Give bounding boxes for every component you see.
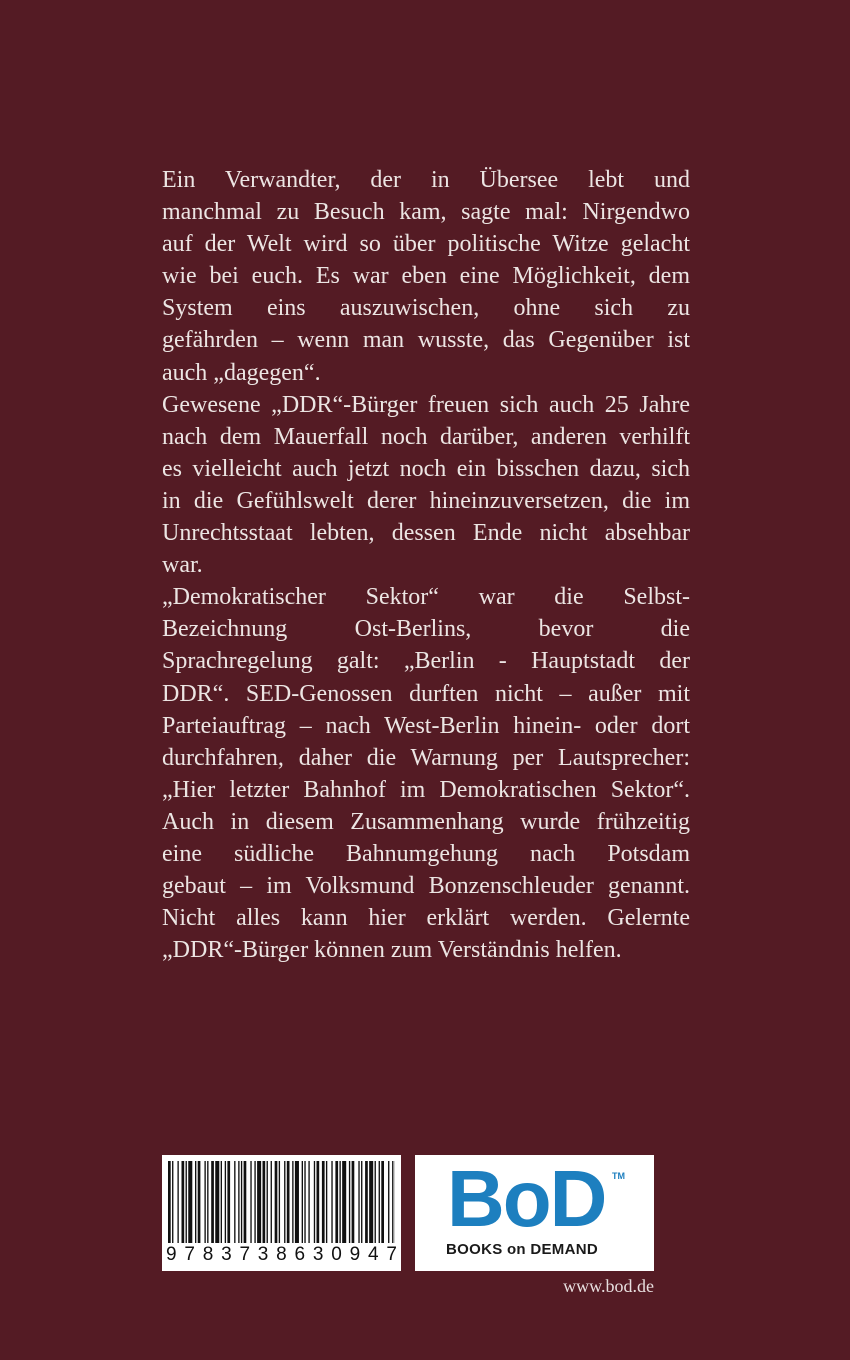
- barcode-digit: 4: [367, 1244, 379, 1265]
- barcode-bar: [186, 1161, 187, 1243]
- blurb-line: „Hier letzter Bahnhof im Demokratischen Sektor“.: [162, 776, 690, 803]
- barcode-bar: [375, 1161, 376, 1243]
- barcode-bar: [331, 1161, 332, 1243]
- blurb-line: wie bei euch. Es war eben eine Möglichkeit, dem: [162, 263, 690, 290]
- barcode-bar: [195, 1161, 196, 1243]
- barcode-bar: [358, 1161, 359, 1243]
- barcode-bar: [335, 1161, 338, 1243]
- barcode-bar: [369, 1161, 373, 1243]
- barcode-digits: [166, 1244, 397, 1266]
- barcode-bar: [172, 1161, 173, 1243]
- barcode-digit: 9: [166, 1244, 177, 1265]
- barcode-bar: [257, 1161, 261, 1243]
- barcode-digit: 3: [312, 1244, 324, 1265]
- barcode-bar: [314, 1161, 315, 1243]
- barcode-bar: [244, 1161, 247, 1243]
- blurb-line: Parteiauftrag – nach West-Berlin hinein- oder dort: [162, 712, 690, 739]
- barcode-digit: 8: [276, 1244, 287, 1265]
- barcode-bar: [204, 1161, 205, 1243]
- barcode-digit: 3: [221, 1244, 232, 1265]
- barcode-bar: [326, 1161, 327, 1243]
- blurb-line: Nicht alles kann hier erklärt werden. Gelernte: [162, 905, 690, 932]
- barcode-bar: [339, 1161, 340, 1243]
- barcode-digit: 7: [184, 1244, 195, 1265]
- barcode-digit: 9: [349, 1244, 361, 1265]
- barcode-bar: [234, 1161, 235, 1243]
- barcode-bar: [292, 1161, 293, 1243]
- blurb-line: eine südliche Bahnumgehung nach Potsdam: [162, 840, 690, 867]
- blurb-line: gebaut – im Volksmund Bonzenschleuder genannt.: [162, 873, 690, 900]
- barcode-bar: [188, 1161, 192, 1243]
- barcode-bar: [182, 1161, 185, 1243]
- bod-tagline: BOOKS on DEMAND: [446, 1241, 598, 1258]
- isbn-barcode: [162, 1155, 401, 1271]
- barcode-bar: [388, 1161, 389, 1243]
- barcode-bar: [207, 1161, 208, 1243]
- barcode-bar: [198, 1161, 201, 1243]
- blurb-line: Ein Verwandter, der in Übersee lebt und: [162, 167, 690, 193]
- blurb-line: Unrechtsstaat lebten, dessen Ende nicht absehbar: [162, 520, 690, 547]
- barcode-bar: [238, 1161, 239, 1243]
- blurb-line: nach dem Mauerfall noch darüber, anderen verhilft: [162, 423, 690, 450]
- barcode-bar: [211, 1161, 214, 1243]
- publisher-logo-box: [415, 1155, 654, 1271]
- barcode-bar: [392, 1161, 393, 1243]
- barcode-bar: [225, 1161, 226, 1243]
- blurb-line: manchmal zu Besuch kam, sagte mal: Nirgendwo: [162, 199, 690, 226]
- blurb-line: Auch in diesem Zusammenhang wurde frühzeitig: [162, 808, 690, 835]
- blurb-line: war.: [162, 552, 203, 579]
- barcode-bar: [284, 1161, 285, 1243]
- barcode-bar: [221, 1161, 222, 1243]
- barcode-bar: [365, 1161, 368, 1243]
- barcode-digit: 3: [257, 1244, 269, 1265]
- barcode-bar: [177, 1161, 178, 1243]
- barcode-digit: 7: [386, 1244, 397, 1265]
- barcode-digit: 8: [202, 1244, 214, 1265]
- blurb-line: „Demokratischer Sektor“ war die Selbst-: [162, 584, 690, 611]
- barcode-bars: [168, 1161, 395, 1245]
- barcode-bar: [379, 1161, 380, 1243]
- barcode-bar: [317, 1161, 320, 1243]
- blurb-line: DDR“. SED-Genossen durften nicht – außer mit: [162, 680, 690, 707]
- barcode-bar: [263, 1161, 266, 1243]
- barcode-bar: [342, 1161, 346, 1243]
- publisher-url[interactable]: www.bod.de: [563, 1276, 654, 1296]
- barcode-bar: [295, 1161, 299, 1243]
- barcode-bar: [241, 1161, 242, 1243]
- barcode-bar: [322, 1161, 325, 1243]
- barcode-bar: [349, 1161, 350, 1243]
- barcode-bar: [279, 1161, 280, 1243]
- barcode-bar: [271, 1161, 272, 1243]
- barcode-bar: [308, 1161, 309, 1243]
- blurb-line: System eins auszuwischen, ohne sich zu: [162, 295, 690, 322]
- blurb-line: gefährden – wenn man wusste, das Gegenüber ist: [162, 327, 690, 354]
- barcode-bar: [381, 1161, 384, 1243]
- blurb-line: in die Gefühlswelt derer hineinzuversetzen, die im: [162, 487, 690, 514]
- blurb-line: auf der Welt wird so über politische Witze gelacht: [162, 231, 690, 258]
- blurb-line: Gewesene „DDR“-Bürger freuen sich auch 25 Jahre: [162, 391, 690, 418]
- blurb-line: es vielleicht auch jetzt noch ein bisschen dazu, sich: [162, 455, 690, 482]
- trademark-mark: TM: [612, 1171, 625, 1181]
- barcode-bar: [304, 1161, 305, 1243]
- blurb-line: auch „dagegen“.: [162, 359, 321, 386]
- blurb-line: Bezeichnung Ost-Berlins, bevor die: [162, 616, 690, 643]
- barcode-bar: [287, 1161, 290, 1243]
- blurb-line: durchfahren, daher die Warnung per Lautsprecher:: [162, 744, 690, 771]
- barcode-digit: 0: [331, 1244, 342, 1265]
- barcode-digit: 6: [294, 1244, 306, 1265]
- barcode-bar: [361, 1161, 362, 1243]
- bod-logo: BoD: [447, 1154, 606, 1243]
- barcode-bar: [254, 1161, 255, 1243]
- barcode-bar: [227, 1161, 230, 1243]
- barcode-digit: 7: [239, 1244, 251, 1265]
- blurb-line: „DDR“-Bürger können zum Verständnis helfen.: [162, 937, 622, 964]
- back-cover-blurb: [162, 164, 690, 966]
- barcode-bar: [250, 1161, 251, 1243]
- barcode-bar: [302, 1161, 303, 1243]
- barcode-bar: [168, 1161, 171, 1243]
- barcode-bar: [352, 1161, 355, 1243]
- barcode-bar: [275, 1161, 278, 1243]
- barcode-bar: [267, 1161, 268, 1243]
- barcode-bar: [215, 1161, 219, 1243]
- blurb-line: Sprachregelung galt: „Berlin - Hauptstadt der: [162, 648, 690, 675]
